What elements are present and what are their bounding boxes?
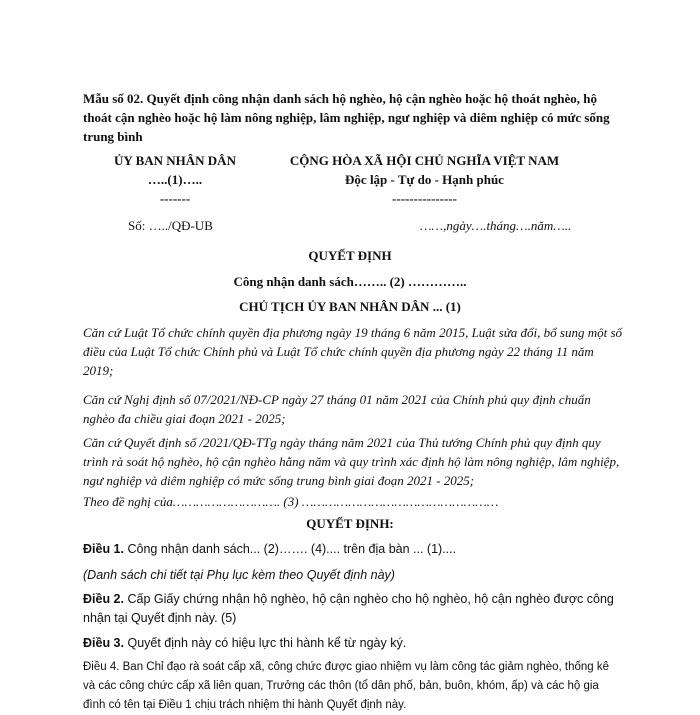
agency-header [100,151,250,208]
nation-rule: --------------- [392,191,457,206]
nation-name: CỘNG HÒA XÃ HỘI CHỦ NGHĨA VIỆT NAM [289,153,560,168]
article-4 [83,658,623,715]
nation-motto: Độc lập - Tự do - Hạnh phúc [345,172,504,187]
form-title: Mẫu số 02. Quyết định công nhận danh sách hộ nghèo, hộ cận nghèo hoặc hộ thoát nghèo, hộ thoát cận nghèo hoặc hộ làm nông nghiệp, lâm nghiệp, ngư nghiệp và diêm nghiệp có mức sống trung bình [83,91,610,144]
article-1-label: Điều 1. [83,542,124,556]
decision-heading: QUYẾT ĐỊNH [308,248,392,263]
basis-proposal: Theo đề nghị của………………………. (3) …………………………………………… [83,494,499,509]
date-place: ……,ngày….tháng….năm….. [420,218,572,233]
nation-header [262,151,587,208]
basis-decision: Căn cứ Quyết định số /2021/QĐ-TTg ngày tháng năm 2021 của Thủ tướng Chính phủ quy định quy trình rà soát hộ nghèo, hộ cận nghèo hằng năm và quy trình xác định hộ làm nông nghiệp, lâm nghiệp, ngư nghiệp và diêm nghiệp có mức sống trung bình giai đoạn 2021 - 2025; [83,435,620,488]
article-3 [83,634,623,653]
basis-decree: Căn cứ Nghị định số 07/2021/NĐ-CP ngày 27 tháng 01 năm 2021 của Chính phủ quy định chuẩn nghèo đa chiều giai đoạn 2021 - 2025; [83,392,591,426]
article-1-note: (Danh sách chi tiết tại Phụ lục kèm theo Quyết định này) [83,568,395,582]
basis-law: Căn cứ Luật Tổ chức chính quyền địa phương ngày 19 tháng 6 năm 2015, Luật sửa đổi, bổ sung một số điều của Luật Tổ chức Chính phủ và Luật Tổ chức chính quyền địa phương ngày 22 tháng 11 năm 2019; [83,325,623,378]
article-4-text: Ban Chỉ đạo rà soát cấp xã, công chức được giao nhiệm vụ làm công tác giảm nghèo, thống kê và các công chức cấp xã liên quan, Trưởng các thôn (tổ dân phố, bản, buôn, khóm, ấp) và các hộ gia đình có tên tại Điều 1 chịu trách nhiệm thi hành Quyết định này. [83,661,610,711]
agency-placeholder: …..(1)….. [147,172,203,187]
article-2 [83,590,623,628]
article-1 [83,540,623,559]
agency-rule: ------- [159,191,191,206]
article-3-text: Quyết định này có hiệu lực thi hành kể từ ngày ký. [124,636,407,650]
article-4-label: Điều 4. [83,661,120,673]
doc-number: Số: …../QĐ-UB [128,218,213,233]
decision-issuer: CHỦ TỊCH ỦY BAN NHÂN DÂN ... (1) [239,299,461,314]
agency-name: ỦY BAN NHÂN DÂN [114,153,236,168]
decides-heading: QUYẾT ĐỊNH: [306,516,394,531]
decision-subject: Công nhận danh sách…….. (2) ………….. [233,274,467,289]
article-3-label: Điều 3. [83,636,124,650]
article-1-text: Công nhận danh sách... (2)……. (4).... trên địa bàn ... (1).... [124,542,457,556]
article-2-label: Điều 2. [83,592,124,606]
article-2-text: Cấp Giấy chứng nhận hộ nghèo, hộ cận nghèo cho hộ nghèo, hộ cận nghèo được công nhận tại Quyết định này. (5) [83,592,614,625]
